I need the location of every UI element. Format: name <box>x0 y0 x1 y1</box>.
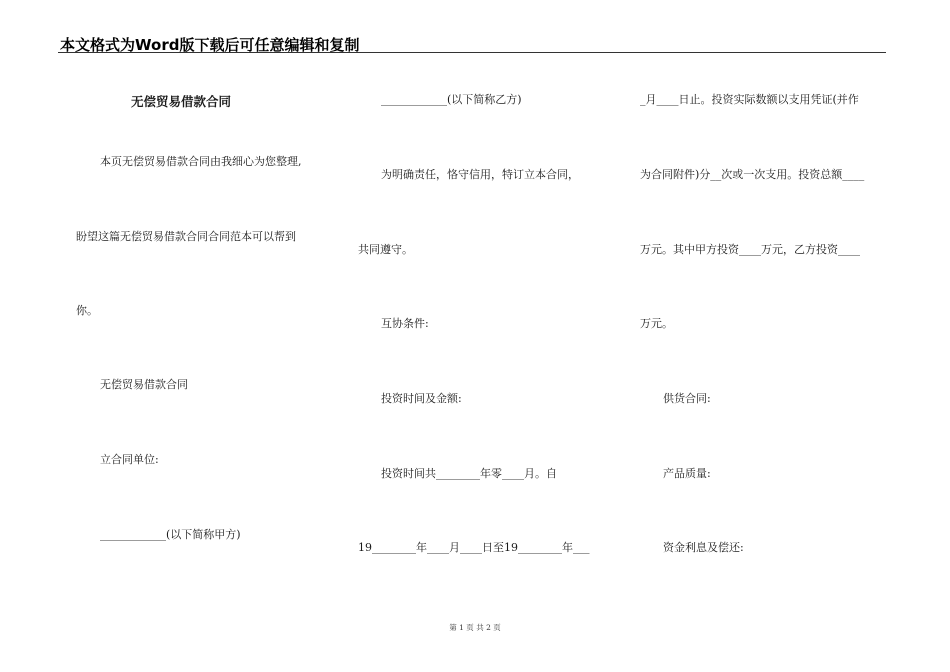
paragraph-line: 万元。其中甲方投资____万元，乙方投资____ <box>640 243 860 256</box>
paragraph-line: 为明确责任，恪守信用，特订立本合同， <box>381 168 579 181</box>
paragraph-line: 供货合同: <box>663 392 711 405</box>
paragraph-line: ____________(以下简称乙方) <box>381 93 522 106</box>
paragraph-line: 为合同附件)分__次或一次支用。投资总额____ <box>640 168 865 181</box>
page-number: 第 1 页 共 2 页 <box>449 623 501 632</box>
paragraph-line: 本页无偿贸易借款合同由我细心为您整理, <box>100 155 302 168</box>
paragraph-line: 资金利息及偿还: <box>663 541 744 554</box>
document-title: 无偿贸易借款合同 <box>131 94 232 109</box>
paragraph-line: 投资时间共________年零____月。自 <box>381 467 557 480</box>
paragraph-line: 共同遵守。 <box>358 243 413 256</box>
paragraph-line: 互协条件: <box>381 317 429 330</box>
paragraph-line: 立合同单位: <box>100 453 159 466</box>
paragraph-line: 产品质量: <box>663 467 711 480</box>
header-rule <box>58 52 886 53</box>
paragraph-line: 你。 <box>76 304 98 317</box>
paragraph-line: _月____日止。投资实际数额以支用凭证(并作 <box>640 93 859 106</box>
paragraph-line: 无偿贸易借款合同 <box>100 378 188 391</box>
paragraph-line: 投资时间及金额: <box>381 392 462 405</box>
paragraph-line: 万元。 <box>640 317 673 330</box>
paragraph-line: 19________年____月____日至19________年___ <box>358 541 590 554</box>
document-header: 本文格式为Word版下载后可任意编辑和复制 <box>60 36 360 54</box>
paragraph-line: ____________(以下简称甲方) <box>100 528 241 541</box>
paragraph-line: 盼望这篇无偿贸易借款合同合同范本可以帮到 <box>76 230 296 243</box>
